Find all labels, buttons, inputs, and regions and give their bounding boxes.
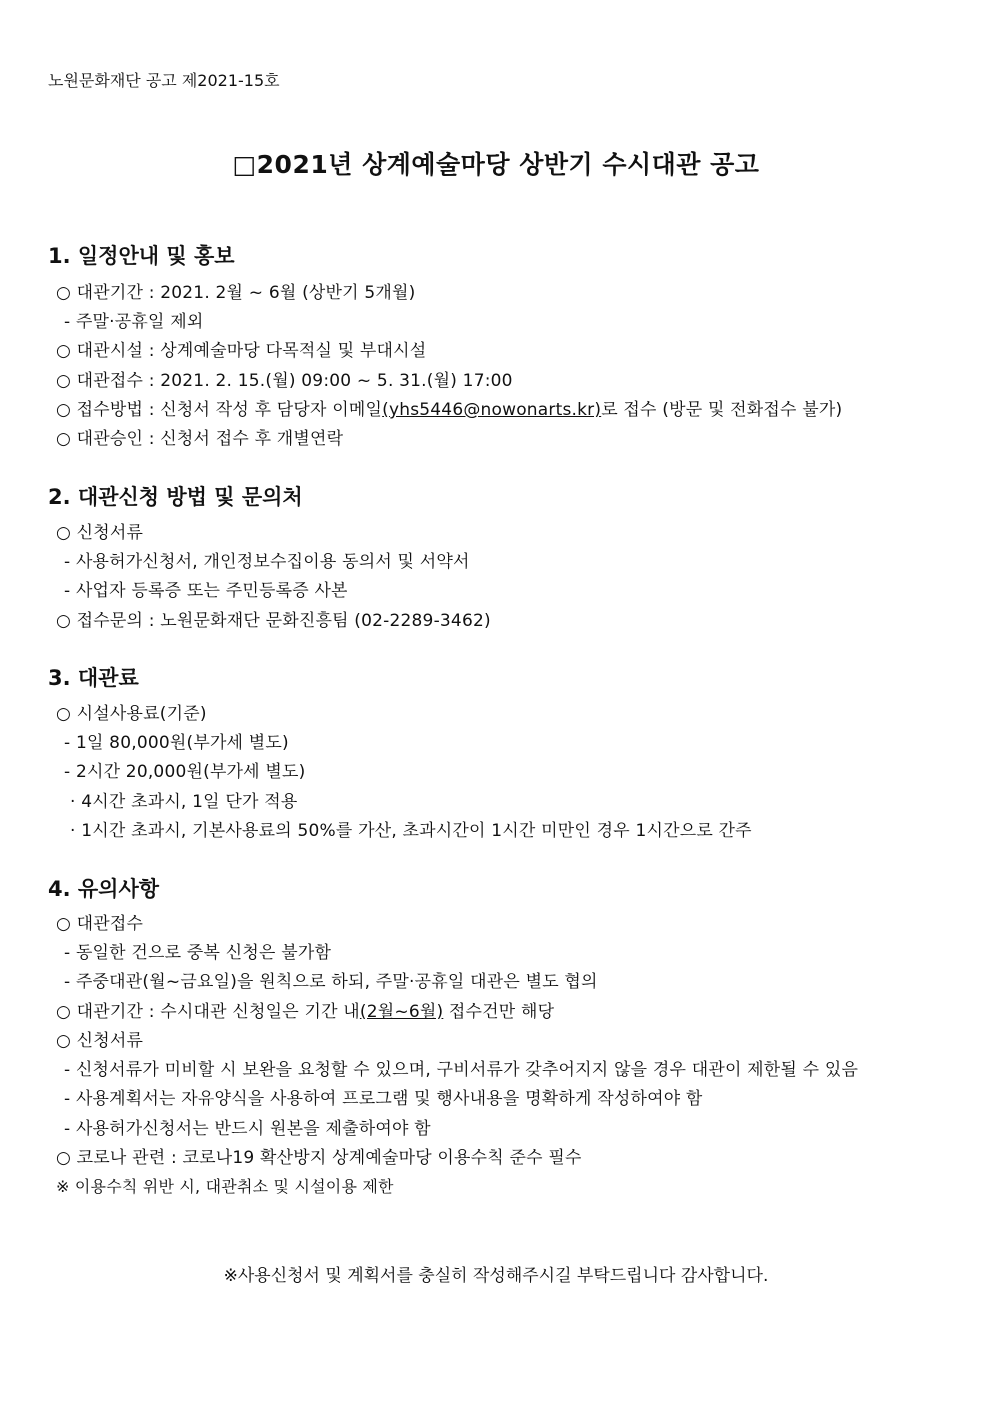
facility-fee-line: ○ 시설사용료(기준) [56,704,207,724]
weekend-exclusion-line: - 주말·공휴일 제외 [64,312,204,332]
permit-form-line: - 사용허가신청서, 개인정보수집이용 동의서 및 서약서 [64,552,470,572]
rental-facility-line: ○ 대관시설 : 상계예술마당 다목적실 및 부대시설 [56,341,427,361]
closing-message: ※사용신청서 및 계획서를 충실히 작성해주시길 부탁드립니다 감사합니다. [223,1266,769,1286]
original-document-line: - 사용허가신청서는 반드시 원본을 제출하여야 함 [64,1119,431,1139]
rental-reception-line: ○ 대관접수 : 2021. 2. 15.(월) 09:00 ~ 5. 31.(월) 17:00 [56,371,513,391]
daily-fee-line: - 1일 80,000원(부가세 별도) [64,733,289,753]
reception-method-suffix: 로 접수 (방문 및 전화접수 불가) [601,400,843,420]
four-hour-rule-line: · 4시간 초과시, 1일 단가 적용 [70,792,298,812]
registration-copy-line: - 사업자 등록증 또는 주민등록증 사본 [64,581,348,601]
inquiry-contact-line: ○ 접수문의 : 노원문화재단 문화진흥팀 (02-2289-3462) [56,611,491,631]
application-documents-line: ○ 신청서류 [56,523,144,543]
duplicate-application-line: - 동일한 건으로 중복 신청은 불가함 [64,943,332,963]
section-4-heading: 4. 유의사항 [48,877,160,901]
overtime-rule-line: · 1시간 초과시, 기본사용료의 50%를 가산, 초과시간이 1시간 미만인 경우 1시간으로 간주 [70,821,752,841]
reception-note-line: ○ 대관접수 [56,914,144,934]
reception-method-text: ○ 접수방법 : 신청서 작성 후 담당자 이메일 [56,400,383,420]
documents-note-line: ○ 신청서류 [56,1031,144,1051]
incomplete-documents-line: - 신청서류가 미비할 시 보완을 요청할 수 있으며, 구비서류가 갖추어지지 않을 경우 대관이 제한될 수 있음 [64,1060,859,1080]
page-title: □2021년 상계예술마당 상반기 수시대관 공고 [232,150,760,179]
covid-rule-line: ○ 코로나 관련 : 코로나19 확산방지 상계예술마당 이용수칙 준수 필수 [56,1148,582,1168]
rental-period-note-suffix: 접수건만 해당 [443,1002,555,1022]
section-3-heading: 3. 대관료 [48,666,139,690]
usage-plan-line: - 사용계획서는 자유양식을 사용하여 프로그램 및 행사내용을 명확하게 작성하여야 함 [64,1089,703,1109]
violation-note-line: ※ 이용수칙 위반 시, 대관취소 및 시설이용 제한 [56,1177,394,1196]
two-hour-fee-line: - 2시간 20,000원(부가세 별도) [64,762,306,782]
rental-approval-line: ○ 대관승인 : 신청서 접수 후 개별연락 [56,429,344,449]
section-2-heading: 2. 대관신청 방법 및 문의처 [48,485,303,509]
reception-method-line [56,395,842,420]
rental-period-note-text: ○ 대관기간 : 수시대관 신청일은 기간 내 [56,1002,360,1022]
rental-period-note-line [56,997,554,1022]
rental-period-line: ○ 대관기간 : 2021. 2월 ~ 6월 (상반기 5개월) [56,283,416,303]
weekday-principle-line: - 주중대관(월~금요일)을 원칙으로 하되, 주말·공휴일 대관은 별도 협의 [64,972,598,992]
period-range-underlined: (2월~6월) [359,1002,444,1022]
notice-number: 노원문화재단 공고 제2021-15호 [48,71,280,90]
section-1-heading: 1. 일정안내 및 홍보 [48,244,235,268]
contact-email-link[interactable]: (yhs5446@nowonarts.kr) [382,400,602,420]
